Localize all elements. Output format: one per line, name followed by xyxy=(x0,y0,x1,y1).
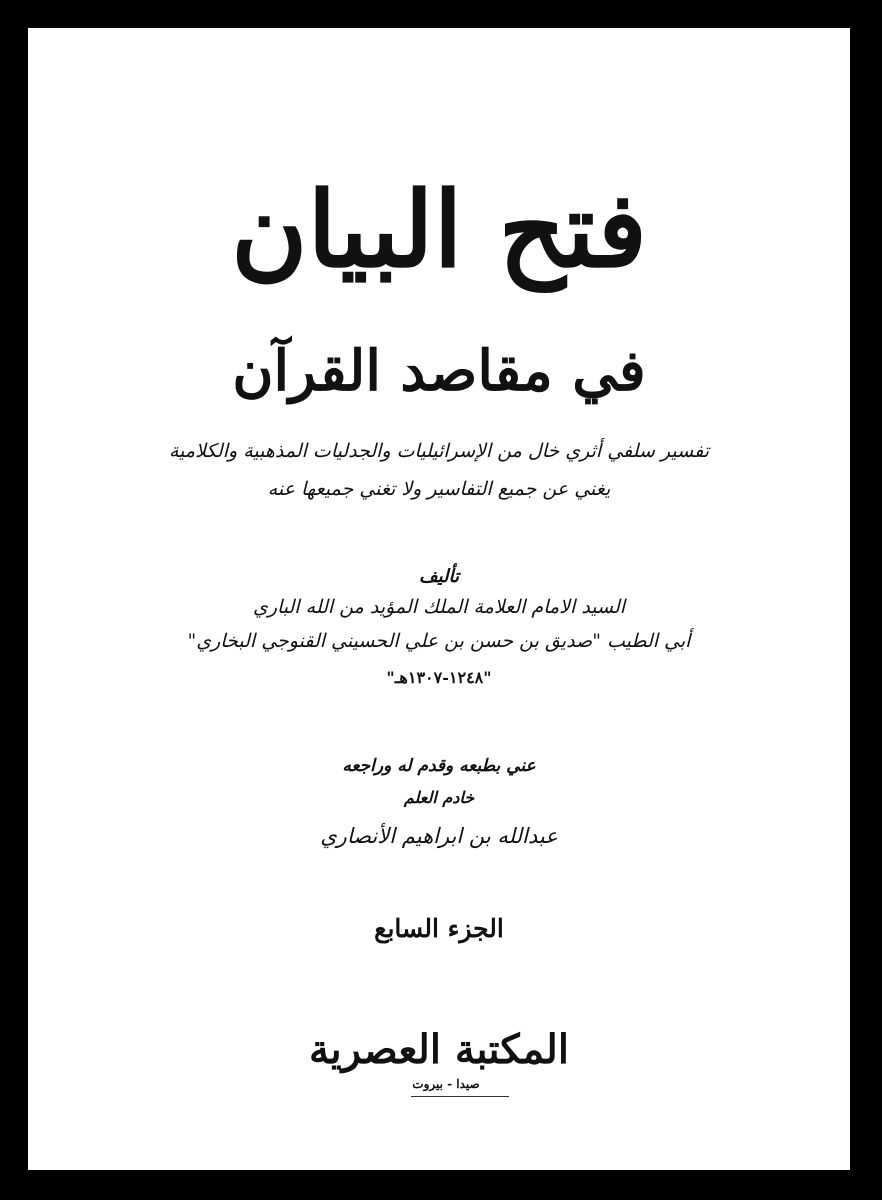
description-line-1: تفسير سلفي أثري خال من الإسرائيليات والجدليات المذهبية والكلامية xyxy=(168,440,709,462)
description-line-2: يغني عن جميع التفاسير ولا تغني جميعها عنه xyxy=(267,478,611,500)
volume-label: الجزء السابع xyxy=(374,914,504,943)
author-heading: تأليف xyxy=(418,566,460,587)
publisher-divider xyxy=(411,1096,509,1097)
author-name: أبي الطيب "صديق بن حسن بن علي الحسيني القنوجي البخاري" xyxy=(187,630,691,652)
editor-role: عني بطبعه وقدم له وراجعه xyxy=(342,756,536,776)
editor-title: خادم العلم xyxy=(403,788,475,807)
author-honorific: السيد الامام العلامة الملك المؤيد من الله الباري xyxy=(252,596,626,618)
book-title: فتح البيان xyxy=(231,168,647,291)
author-dates: "١٢٤٨-١٣٠٧هـ" xyxy=(386,668,492,687)
publisher-location: صيدا - بيروت xyxy=(412,1077,480,1091)
editor-name: عبدالله بن ابراهيم الأنصاري xyxy=(320,824,558,848)
publisher-name: المكتبة العصرية xyxy=(309,1026,569,1073)
title-page xyxy=(28,28,850,1170)
book-subtitle: في مقاصد القرآن xyxy=(232,338,646,404)
